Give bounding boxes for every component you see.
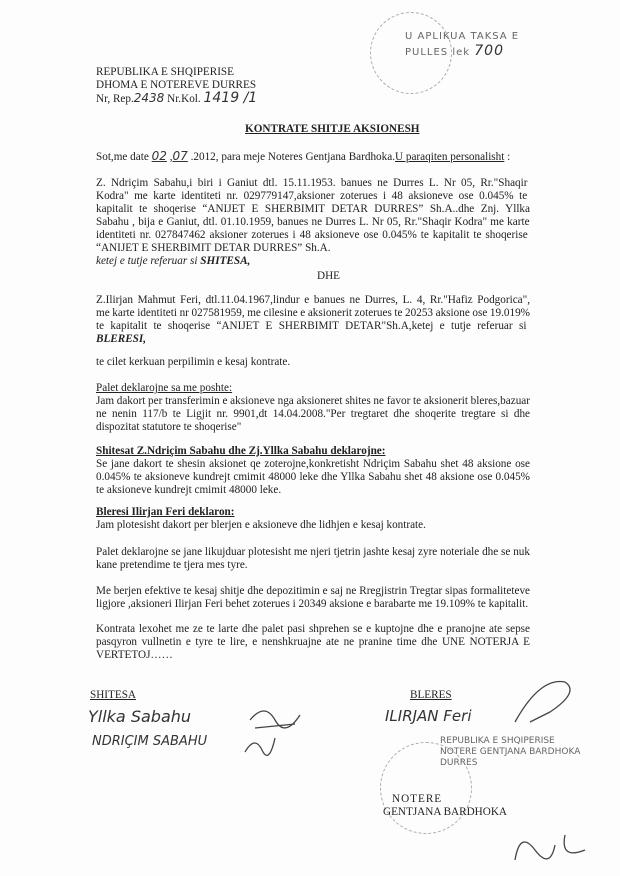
kol-number: 1419 /1 [203, 90, 258, 106]
s2-line: te aksioneve kundrejt cmimit 48000 leke. [96, 484, 282, 496]
buyer-label: BLERES [410, 689, 452, 701]
p1-line: identiteti nr. 027847462 aksioner zoterues i 48 aksioneve ose 0.045% te kapitalit te shoqerise [96, 229, 528, 241]
p5-line: ligjore ,aksioneri Ilirjan Feri behet zoterues i 20349 aksione e barabarte me 19.109% te kapitalit. [96, 598, 529, 610]
date-day: 02 [151, 149, 167, 163]
document-title: KONTRATE SHITJE AKSIONESH [245, 123, 420, 135]
seller-signature-scribble [240, 730, 280, 760]
s1-line: dispozitat statutore te shoqerise" [96, 421, 242, 433]
and-separator: DHE [317, 270, 340, 282]
header-chamber: DHOMA E NOTEREVE DURRES [96, 79, 257, 91]
colon: : [504, 151, 511, 163]
tax-stamp-line2: PULLES lek [405, 47, 471, 58]
seller-reference [96, 255, 530, 268]
s2-line: Se jane dakort te shesin aksionet qe zoterojne,konkretisht Ndriçim Sabahu shet 48 aksione ose [96, 458, 530, 470]
s2-heading: Shitesat Z.Ndriçim Sabahu dhe Zj.Yllka Sabahu deklarojne: [96, 445, 386, 457]
date-month: 07 [172, 149, 188, 163]
s1-line: Jam dakort per transferimin e aksioneve nga aksioneret shites ne favor te aksionerit bleres,bazuar [96, 395, 530, 407]
p4-line: Palet deklarojne se jane likujduar plotesisht me njeri tjetrin jashte kesaj zyre noteriale dhe se nuk [96, 546, 530, 558]
p6-line: Kontrata lexohet me ze te larte dhe palet pasi shprehen se e kuptojne dhe e pranojne ate sepse [96, 623, 530, 635]
p6-line: pasqyron vullnetin e tyre te lire, e nenshkruajne ate ne pranine time dhe UNE NOTERJA E [96, 636, 530, 648]
notary-signature [510, 820, 600, 870]
p1-line: kapitalit te shoqerise “ANIJET E SHERBIMIT DETAR DURRES” Sh.A..dhe Znj. Yllka [96, 203, 530, 215]
seal-line3: DURRES [440, 758, 478, 768]
appeared-personally: U paraqiten personalisht [395, 151, 505, 163]
seller-signature-2: NDRIÇIM SABAHU [92, 734, 208, 749]
rep-number: 2438 [133, 91, 165, 105]
header-republic: REPUBLIKA E SHQIPERISE [96, 66, 234, 78]
p1-line: Kodra" me karte identiteti nr. 029779147,aksioner zoterues i 48 aksioneve ose 0.045% te [96, 190, 528, 202]
tax-stamp-line1: U APLIKUA TAKSA E [405, 31, 520, 42]
seal-line2: NOTERE GENTJANA BARDHOKA [440, 747, 581, 757]
notary-seal-text [440, 736, 580, 769]
p2-line: BLERESI, [96, 333, 147, 345]
p2-line: te kapitalit te shoqerise “ANIJET E SHERBIMIT DETAR"Sh.A,ketej e tutje referuar si [96, 320, 527, 332]
buyer-signature: ILIRJAN Feri [385, 707, 472, 725]
seller-ref-text: ketej e tutje referuar si [96, 255, 201, 267]
p2-line: me karte identiteti nr 027581959, me cilesine e aksionerit zoterues te 20253 aksione ose 19.019% [96, 307, 530, 319]
seller-role: SHITESA, [200, 255, 251, 267]
buyer-signature-scribble [510, 672, 590, 732]
p1-line: Sabahu , bija e Ganiut, dtl. 01.10.1959, banues ne Durres L. Nr 05, Rr."Shaqir Kodra" me karte [96, 216, 530, 228]
p2-line: Z.Ilirjan Mahmut Feri, dtl.11.04.1967,lindur e banues ne Durres, L. 4, Rr."Hafiz Podgorica", [96, 294, 530, 306]
p6-line: VERTETOJ…… [96, 649, 173, 661]
date-year: .2012 [190, 151, 216, 163]
p4-line: kane pretendime te tjera mes tyre. [96, 559, 248, 571]
header-numbers [96, 92, 530, 106]
p3: te cilet kerkuan perpilimin e kesaj kontrate. [96, 356, 291, 368]
p5-line: Me berjen efektive te kesaj shitje dhe depozitimin e saj ne Rregjistrin Tregtar sipas formaliteteve [96, 585, 530, 597]
kol-label: Nr.Kol. [167, 93, 201, 105]
tax-stamp-text [405, 30, 519, 60]
s1-heading: Palet deklarojne sa me poshte: [96, 382, 233, 394]
seal-line1: REPUBLIKA E SHQIPERISE [440, 736, 555, 746]
p1-line: Z. Ndriçim Sabahu,i biri i Ganiut dtl. 15.11.1953. banues ne Durres L. Nr 05, Rr."Shaqir [96, 177, 528, 189]
p1-line: “ANIJET E SHERBIMIT DETAR DURRES” Sh.A. [96, 242, 331, 254]
s3-line: Jam plotesisht dakort per blerjen e aksioneve dhe lidhjen e kesaj kontrate. [96, 519, 426, 531]
date-suffix: , para meje Noteres Gentjana Bardhoka. [215, 151, 395, 163]
notary-name: GENTJANA BARDHOKA [383, 806, 507, 818]
seller-label: SHITESA [90, 689, 136, 701]
s1-line: ne nenin 117/b te Ligjit nr. 9901,dt 14.04.2008."Per tregtaret dhe shoqerite tregtare si dhe [96, 408, 530, 420]
date-line: Sot,me date 02 ,07 .2012, para meje Noteres Gentjana Bardhoka.U paraqiten personalisht : [96, 149, 511, 163]
s3-heading: Bleresi Ilirjan Feri deklaron: [96, 506, 235, 518]
rep-label: Nr, Rep. [96, 93, 134, 105]
seller-signature-1: Yllka Sabahu [88, 707, 192, 726]
s2-line: 0.045% te aksioneve kundrejt cmimit 48000 leke dhe Yllka Sabahu shet 48 aksione ose 0.045% [96, 471, 530, 483]
tax-amount: 700 [474, 43, 504, 59]
date-prefix: Sot,me date [96, 151, 149, 163]
notary-label: NOTERE [392, 793, 443, 805]
